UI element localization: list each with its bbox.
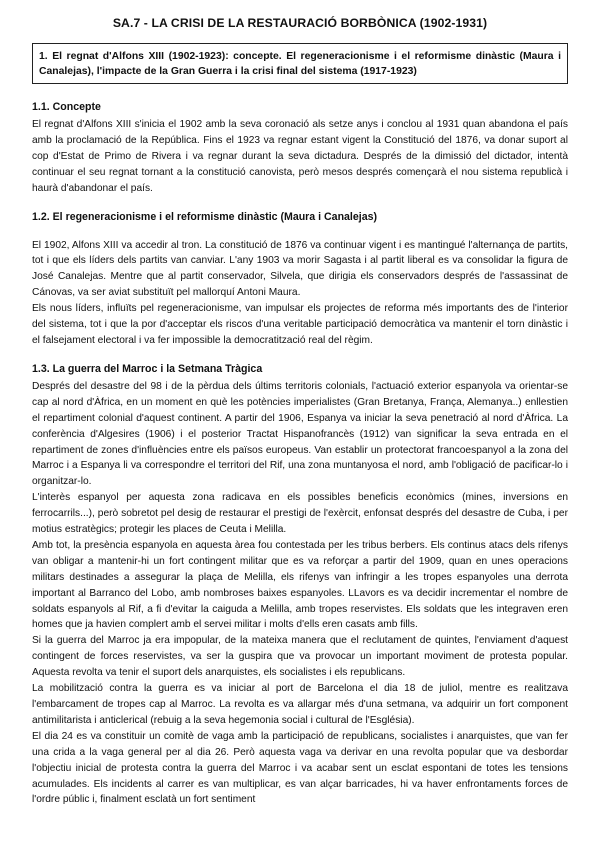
paragraph: L'interès espanyol per aquesta zona radicava en els possibles beneficis econòmics (mines, inversions en ferrocarrils...), però sobretot pel desig de restaurar el prestigi de l'exèrcit, enfonsat després del desastre de Cuba, i per motius estratègics; protegir les places de Ceuta i Melilla. (32, 492, 568, 536)
paragraph: Si la guerra del Marroc ja era impopular, de la mateixa manera que el reclutament de quintes, l'enviament d'aquest contingent de forces reservistes, va ser la guspira que va provocar un important moviment de protesta popular. Aquesta revolta va tenir el suport dels anarquistes, els socialistes i els republicans. (32, 635, 568, 679)
paragraph: La mobilització contra la guerra es va iniciar al port de Barcelona el dia 18 de juliol, mentre es realitzava l'embarcament de tropes cap al Marroc. La revolta es va allargar més d'una setmana, va adquirir un fort component antimilitarista i anticlerical (rebuig a la seva hegemonia social i cultural de l'Església). (32, 683, 568, 726)
paragraph: Després del desastre del 98 i de la pèrdua dels últims territoris colonials, l'actuació exterior espanyola va orientar-se cap al nord d'Àfrica, en un moment en què les potències imperialistes (Gran Bretanya, França, Alemanya..) enllestien el repartiment colonial d'aquest continent. A partir del 1906, Espanya va iniciar la seva penetració al nord d'Àfrica. La conferència d'Algesires (1906) i el posterior Tractat Hispanofrancès (1912) van significar la seva entrada en el repartiment de zones d'influències entre els països europeus. Van establir un protectorat francoespanyol a la zona del Marroc i a Espanya li va correspondre el territori del Rif, una zona muntanyosa el nord, amb l'obligació de pacificar-lo i organitzar-lo. (32, 380, 568, 488)
section-heading: 1.2. El regeneracionisme i el reformisme dinàstic (Maura i Canalejas) (32, 210, 378, 223)
section-heading: 1.1. Concepte (32, 101, 101, 113)
section-guerra-marroc (32, 362, 568, 808)
paragraph: El regnat d'Alfons XIII s'inicia el 1902 amb la seva coronació als setze anys i conclou al 1931 quan abandona el país amb la proclamació de la República. Fins el 1923 va regnar estant vigent la Constitució del 1876, va donar suport al cop d'Estat de Primo de Rivera i va regnar durant la seva dictadura. Després de la dimissió del dictador, intentà continuar el seu regnat tornant a la constitució canovista, però mesos després començarà el nou sistema republicà i haurà d'abandonar el país. (32, 119, 568, 194)
document-title: SA.7 - LA CRISI DE LA RESTAURACIÓ BORBÒNICA (1902-1931) (112, 16, 488, 30)
paragraph: Amb tot, la presència espanyola en aquesta àrea fou contestada per les tribus berbers. Els continus atacs dels rifenys van obligar a mantenir-hi un fort contingent militar que es va reforçar a partir del 1909, quan en unes operacions militars destinades a assegurar la plaça de Melilla, els rifenys van infringir a les tropes espanyoles una derrota important al Barranco del Lobo, amb nombroses baixes espanyoles. LLavors es va decidir incrementar el nombre de soldats espanyols al Rif, a fi d'evitar la caiguda a Melilla, amb tropes reservistes. Els soldats que les integraven eren homes que ja havien complert amb el servei militar i molts d'ells eren casats amb fills. (32, 539, 568, 631)
section-heading-box: 1. El regnat d'Alfons XIII (1902-1923): concepte. El regeneracionisme i el reformisme dinàstic (Maura i Canalejas), l'impacte de la Gran Guerra i la crisi final del sistema (1917-1923) (32, 43, 568, 84)
section-concepte (32, 100, 568, 197)
paragraph: El dia 24 es va constituir un comitè de vaga amb la participació de republicans, socialistes i anarquistes, que van fer una crida a la vaga general per al dia 26. Però aquesta vaga va derivar en una revolta popular que va desbordar l'objectiu inicial de protesta contra la guerra del Marroc i va acabar sent un esclat espontani de totes les tensions acumulades. Els incidents al carrer es van multiplicar, es van alçar barricades, hi va haver enfrontaments forces de l'ordre públic i, finalment esclatà un fort sentiment (32, 730, 568, 806)
section-heading: 1.3. La guerra del Marroc i la Setmana Tràgica (32, 362, 263, 375)
section-regeneracionisme (32, 210, 568, 349)
paragraph: Els nous líders, influïts pel regeneracionisme, van impulsar els projectes de reforma més importants des de l'interior del sistema, tot i que la por d'acceptar els riscos d'una veritable participació democràtica va mantenir el torn dinàstic i el falsejament electoral i va fer impossible la democratització real del règim. (32, 303, 568, 346)
paragraph: El 1902, Alfons XIII va accedir al tron. La constitució de 1876 va continuar vigent i es mantingué l'alternança de partits, tot i que els líders dels partits van canviar. L'any 1903 va morir Sagasta i al partit liberal es va consolidar la figura de José Canalejas. Mentre que al partit conservador, Silvela, que dirigia els conservadors després de l'assassinat de Cánovas, va ser aviat substituït pel mallorquí Antoni Maura. (32, 239, 568, 299)
